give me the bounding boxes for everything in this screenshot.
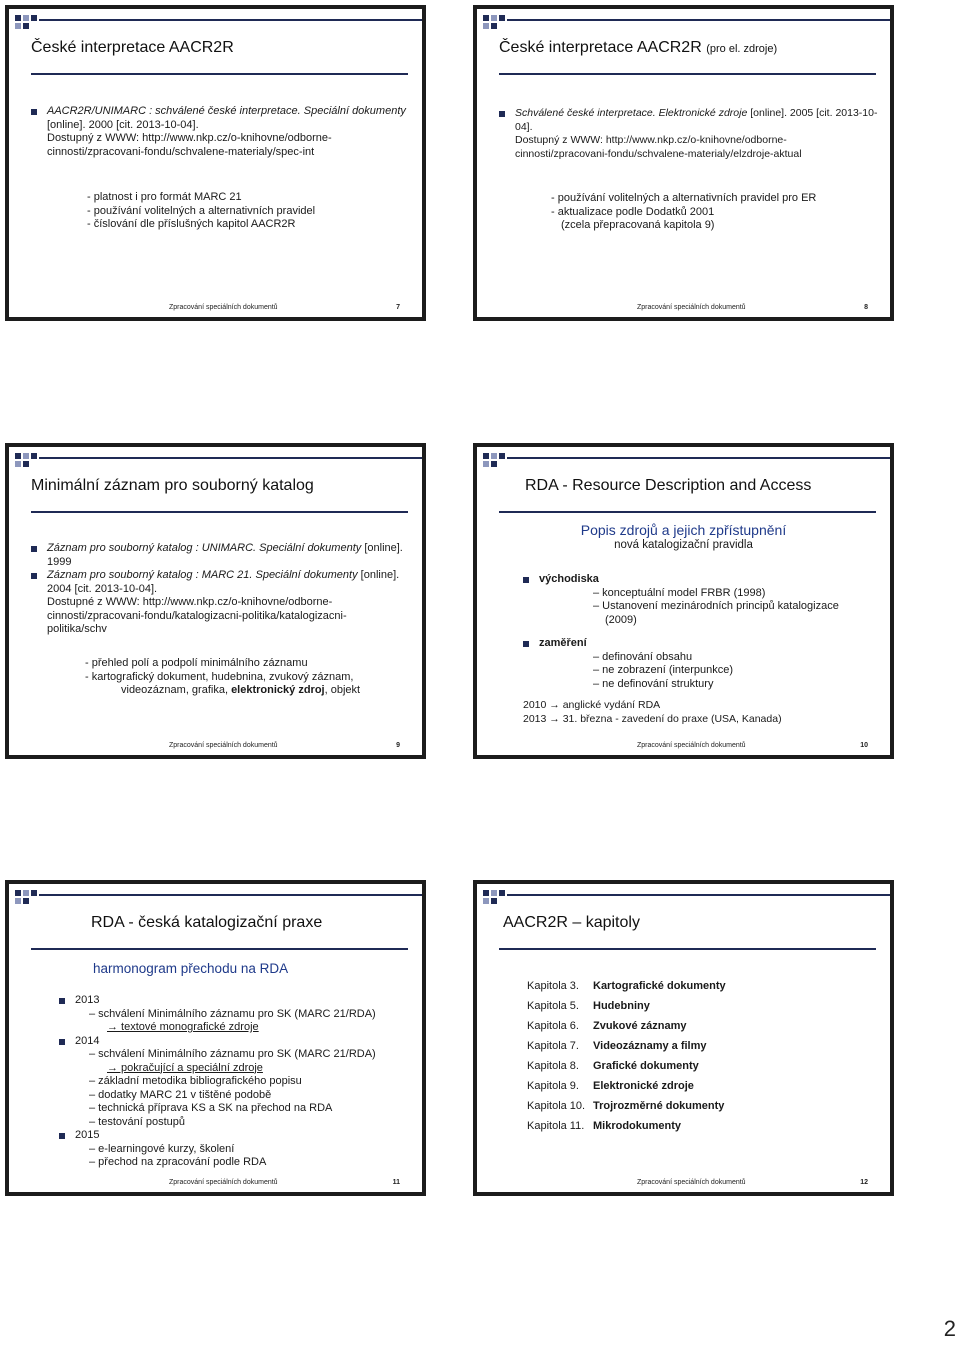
text-line: - aktualizace podle Dodatků 2001	[551, 205, 715, 218]
sub-item: – základní metodika bibliografického popisu	[89, 1075, 302, 1087]
reference-url: politika/schv	[47, 623, 107, 635]
reference-title: Záznam pro souborný katalog : UNIMARC. Speciální dokumenty	[47, 542, 362, 554]
slide-7	[5, 5, 426, 321]
sub-item: – schválení Minimálního záznamu pro SK (MARC 21/RDA)	[89, 1007, 376, 1020]
reference-item	[31, 542, 414, 569]
chapter-number: Kapitola 9.	[527, 1080, 579, 1092]
text-line	[85, 684, 414, 698]
slide-subtitle: Popis zdrojů a jejich zpřístupnění	[580, 522, 787, 538]
slide-subtitle: harmonogram přechodu na RDA	[93, 961, 289, 976]
reference-date: [online]. 2000 [cit. 2013-10-04].	[47, 118, 199, 131]
year-label: 2014	[75, 1034, 100, 1047]
chapter-row	[527, 1076, 882, 1096]
slide-number: 7	[396, 304, 400, 311]
title-rule	[499, 73, 876, 75]
top-rule	[507, 457, 890, 459]
arrow-item: → pokračující a speciální zdroje	[107, 1061, 263, 1074]
top-rule	[39, 894, 422, 896]
chapter-number: Kapitola 5.	[527, 1000, 579, 1012]
footer-text: Zpracování speciálních dokumentů	[637, 1179, 746, 1186]
chapter-title: Mikrodokumenty	[593, 1120, 682, 1132]
chapter-title: Hudebniny	[593, 1000, 650, 1012]
reference-url: Dostupný z WWW: http://www.nkp.cz/o-knihovne/odborne-	[47, 132, 332, 144]
footer-text: Zpracování speciálních dokumentů	[637, 742, 746, 749]
sub-item: – definování obsahu	[593, 650, 693, 663]
sub-item: – e-learningové kurzy, školení	[89, 1142, 235, 1155]
slide-decoration	[477, 9, 557, 39]
chapter-title: Trojrozměrné dokumenty	[593, 1100, 725, 1112]
slide-decoration	[9, 9, 89, 39]
reference-title: Schválené české interpretace. Elektronické zdroje	[515, 107, 748, 119]
slide-decoration	[9, 884, 89, 914]
slide-title	[499, 39, 777, 57]
slide-title: RDA - česká katalogizační praxe	[91, 914, 323, 931]
reference-url: Dostupný z WWW: http://www.nkp.cz/o-knihovne/odborne-	[515, 134, 787, 146]
sub-item: – schválení Minimálního záznamu pro SK (MARC 21/RDA)	[89, 1048, 376, 1060]
slide-decoration	[9, 447, 89, 477]
chapter-number: Kapitola 8.	[527, 1060, 579, 1072]
text-line: - kartografický dokument, hudebnina, zvukový záznam,	[85, 670, 354, 683]
arrow-item: → textové monografické zdroje	[107, 1021, 259, 1033]
text-line: (zcela přepracovaná kapitola 9)	[561, 219, 715, 231]
title-rule	[499, 511, 876, 513]
slide-9	[5, 443, 426, 759]
text-fragment: , objekt	[324, 684, 361, 696]
slide-decoration	[477, 447, 557, 477]
title-rule	[31, 948, 408, 950]
chapter-row	[527, 1036, 882, 1056]
title-rule	[31, 73, 408, 75]
title-rule	[499, 948, 876, 950]
text-fragment: videozáznam, grafika,	[121, 684, 232, 696]
chapter-number: Kapitola 10.	[527, 1100, 586, 1112]
chapter-number: Kapitola 3.	[527, 980, 579, 992]
timeline-line: 2010 → anglické vydání RDA	[523, 699, 661, 711]
slide-number: 9	[396, 742, 400, 749]
slide-number: 12	[860, 1179, 868, 1186]
top-rule	[507, 894, 890, 896]
slide-subtitle-2: nová katalogizační pravidla	[614, 539, 753, 551]
text-line: - číslování dle příslušných kapitol AACR2R	[87, 218, 296, 230]
slide-title: České interpretace AACR2R	[31, 39, 234, 56]
page-number: 2	[943, 1316, 956, 1341]
sub-item: – konceptuální model FRBR (1998)	[593, 586, 766, 599]
slide-number: 10	[860, 742, 868, 749]
slide-12	[473, 880, 894, 1196]
footer-text: Zpracování speciálních dokumentů	[637, 304, 746, 311]
year-item	[59, 994, 414, 1008]
year-item	[59, 1035, 414, 1049]
reference-url: Dostupné z WWW: http://www.nkp.cz/o-knihovne/odborne-	[47, 596, 333, 608]
slide-11	[5, 880, 426, 1196]
sub-item	[59, 1021, 414, 1035]
footer-text: Zpracování speciálních dokumentů	[169, 742, 278, 749]
reference-date: [online]. 2005 [cit. 2013-10-04].	[515, 107, 878, 133]
sub-item: – dodatky MARC 21 v tištěné podobě	[89, 1088, 272, 1101]
chapter-title: Videozáznamy a filmy	[593, 1040, 707, 1052]
sub-item: – Ustanovení mezinárodních principů katalogizace	[593, 600, 839, 612]
chapter-row	[527, 1056, 882, 1076]
sub-item: – ne definování struktury	[593, 677, 714, 690]
slide-number: 11	[392, 1179, 400, 1186]
reference-title: AACR2R/UNIMARC : schválené české interpretace. Speciální dokumenty	[47, 105, 406, 117]
year-item	[59, 1129, 414, 1143]
bullet-label: zaměření	[539, 637, 587, 649]
slide-title: RDA - Resource Description and Access	[525, 477, 812, 494]
bullet-item	[523, 637, 882, 651]
sub-item: – technická příprava KS a SK na přechod na RDA	[89, 1102, 333, 1114]
bullet-label: východiska	[539, 573, 599, 585]
text-line: - používání volitelných a alternativních pravidel	[87, 204, 316, 217]
chapter-title: Elektronické zdroje	[593, 1080, 694, 1092]
slide-8	[473, 5, 894, 321]
sub-item	[59, 1062, 414, 1076]
chapter-title: Zvukové záznamy	[593, 1020, 687, 1032]
chapter-title: Grafické dokumenty	[593, 1060, 699, 1072]
reference-date: [online]. 2004 [cit. 2013-10-04].	[47, 569, 400, 595]
chapter-row	[527, 996, 882, 1016]
chapter-row	[527, 1116, 882, 1136]
footer-text: Zpracování speciálních dokumentů	[169, 1179, 278, 1186]
chapter-number: Kapitola 6.	[527, 1020, 579, 1032]
slide-title-note: (pro el. zdroje)	[706, 43, 778, 55]
slide-10	[473, 443, 894, 759]
top-rule	[39, 19, 422, 21]
slide-decoration	[477, 884, 557, 914]
title-rule	[31, 511, 408, 513]
text-line: - platnost i pro formát MARC 21	[87, 191, 242, 203]
footer-text: Zpracování speciálních dokumentů	[169, 304, 278, 311]
reference-date: [online]. 1999	[47, 542, 403, 568]
reference-item	[499, 107, 882, 161]
sub-item: – přechod na zpracování podle RDA	[89, 1156, 267, 1168]
chapter-number: Kapitola 11.	[527, 1120, 585, 1132]
top-rule	[507, 19, 890, 21]
chapter-title: Kartografické dokumenty	[593, 980, 726, 992]
reference-item	[31, 569, 414, 637]
year-label: 2015	[75, 1129, 100, 1141]
bullet-item	[523, 573, 882, 587]
slide-title: AACR2R – kapitoly	[503, 914, 640, 931]
timeline-line: 2013 → 31. března - zavedení do praxe (USA, Kanada)	[523, 712, 782, 725]
slide-title: Minimální záznam pro souborný katalog	[31, 477, 314, 494]
text-emphasis: elektronický zdroj	[231, 684, 325, 696]
chapter-row	[527, 1096, 882, 1116]
slide-title-text: České interpretace AACR2R	[499, 39, 702, 56]
reference-url: cinnosti/zpracovani-fondu/schvalene-materialy/elzdroje-aktual	[515, 147, 802, 160]
reference-item	[31, 105, 414, 159]
reference-url: cinnosti/zpracovani-fondu/schvalene-materialy/spec-int	[47, 145, 315, 158]
top-rule	[39, 457, 422, 459]
sub-item: (2009)	[605, 613, 637, 626]
text-line: - přehled polí a podpolí minimálního záznamu	[85, 657, 308, 669]
sub-item: – testování postupů	[89, 1115, 186, 1128]
sub-item: – ne zobrazení (interpunkce)	[593, 664, 734, 676]
reference-title: Záznam pro souborný katalog : MARC 21. Speciální dokumenty	[47, 569, 358, 581]
chapter-row	[527, 976, 882, 996]
text-line: - používání volitelných a alternativních pravidel pro ER	[551, 192, 817, 204]
slide-number: 8	[864, 304, 868, 311]
year-label: 2013	[75, 994, 100, 1006]
chapter-number: Kapitola 7.	[527, 1040, 579, 1052]
reference-url: cinnosti/zpracovani-fondu/katalogizacni-politika/katalogizacni-	[47, 609, 347, 622]
chapter-row	[527, 1016, 882, 1036]
